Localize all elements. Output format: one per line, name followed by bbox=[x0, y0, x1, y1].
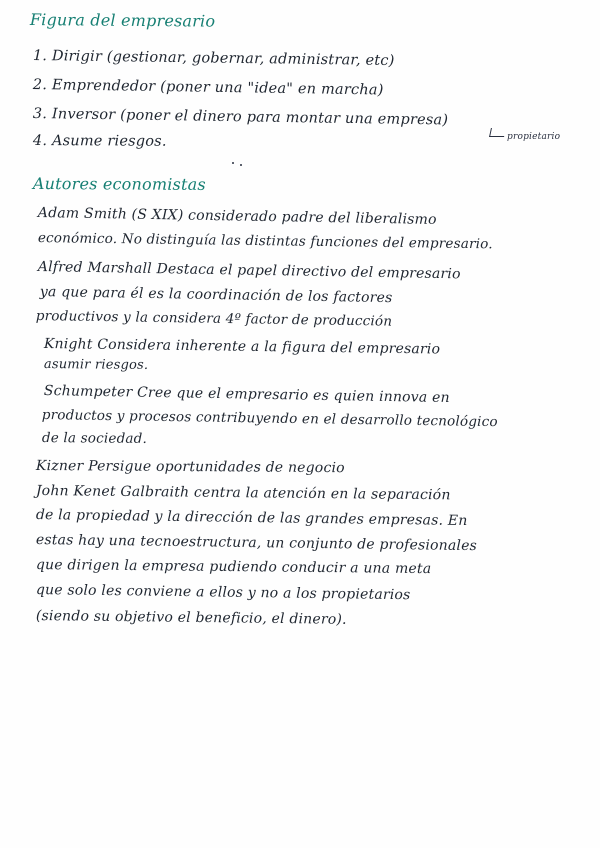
text-line: (siendo su objetivo el beneficio, el dinero). bbox=[35, 608, 347, 628]
text-line: ya que para él es la coordinación de los factores bbox=[39, 284, 393, 307]
arrow-icon bbox=[489, 128, 506, 137]
text-line: Kizner Persigue oportunidades de negocio bbox=[35, 458, 345, 477]
text-line: de la propiedad y la dirección de las grandes empresas. En bbox=[35, 507, 468, 530]
section-title-autores: Autores economistas bbox=[32, 174, 206, 194]
ink-dot bbox=[232, 162, 234, 164]
list-item-asume-riesgos: 4. Asume riesgos. bbox=[32, 133, 167, 150]
text-line: John Kenet Galbraith centra la atención en la separación bbox=[35, 483, 451, 504]
text-line: que dirigen la empresa pudiendo conducir a una meta bbox=[35, 557, 432, 578]
text-line: de la sociedad. bbox=[41, 430, 148, 447]
list-item-dirigir: 1. Dirigir (gestionar, gobernar, administrar, etc) bbox=[32, 48, 395, 70]
text-line: Schumpeter Cree que el empresario es quien innova en bbox=[43, 383, 450, 407]
text-line: económico. No distinguía las distintas funciones del empresario. bbox=[37, 230, 493, 253]
list-item-emprendedor: 2. Emprendedor (poner una "idea" en marcha) bbox=[32, 77, 384, 99]
text-line: Adam Smith (S XIX) considerado padre del liberalismo bbox=[37, 205, 437, 228]
text-line: estas hay una tecnoestructura, un conjunto de profesionales bbox=[35, 532, 478, 555]
text-line: asumir riesgos. bbox=[43, 357, 149, 373]
text-line: Alfred Marshall Destaca el papel directivo del empresario bbox=[37, 259, 461, 283]
text-line: Knight Considera inherente a la figura del empresario bbox=[43, 336, 441, 358]
section-title-figura-empresario: Figura del empresario bbox=[29, 10, 216, 31]
text-line: productivos y la considera 4º factor de producción bbox=[35, 308, 393, 330]
note-propietario: propietario bbox=[507, 132, 561, 142]
text-line: que solo les conviene a ellos y no a los propietarios bbox=[35, 582, 411, 604]
text-line: productos y procesos contribuyendo en el desarrollo tecnológico bbox=[41, 407, 498, 431]
ink-dot bbox=[240, 164, 242, 166]
list-item-inversor: 3. Inversor (poner el dinero para montar una empresa) bbox=[32, 106, 449, 129]
